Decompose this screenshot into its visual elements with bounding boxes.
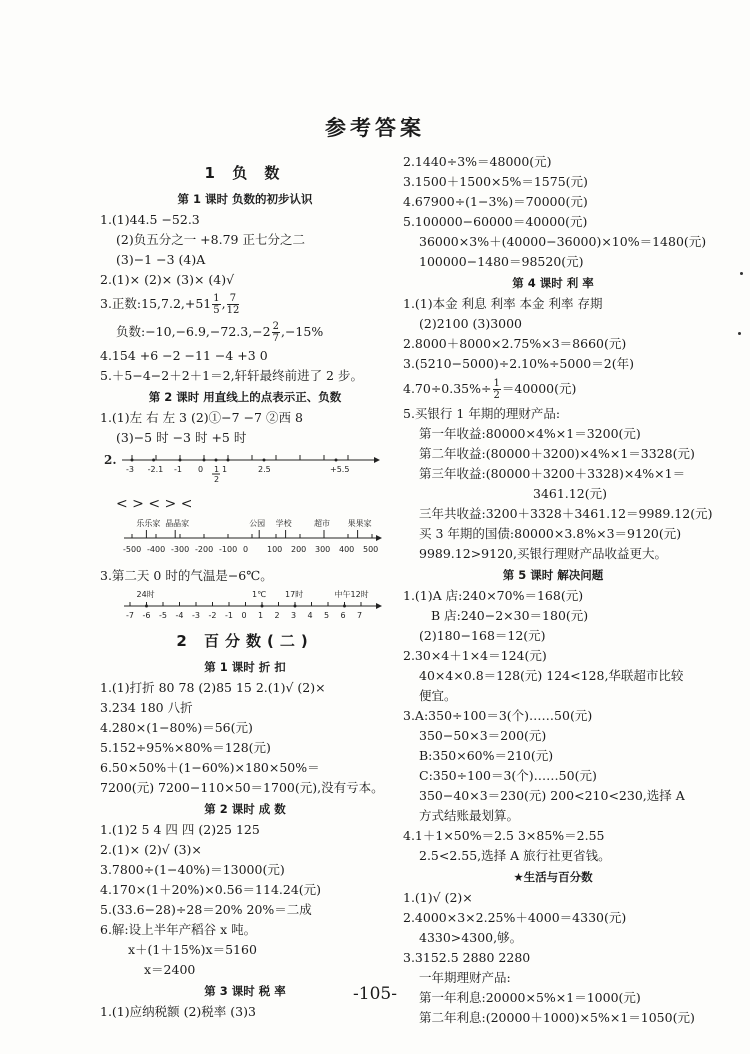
- answer-line: 1.(1)A 店:240×70%＝168(元): [403, 588, 584, 603]
- place-label: 晶晶家: [165, 519, 190, 528]
- tick-label: 1: [258, 611, 264, 620]
- point: [227, 459, 230, 462]
- lesson-heading: 第 3 课时 税 率: [204, 984, 286, 998]
- point-label: 24时: [136, 590, 155, 599]
- tick-label: 5: [324, 611, 330, 620]
- tick-label: -3: [126, 465, 134, 474]
- answer-line: 4.67900÷(1−3%)＝70000(元): [403, 194, 588, 209]
- answer-line: 2.8000＋8000×2.75%×3＝8660(元): [403, 336, 627, 351]
- fraction-denominator: 2: [493, 390, 500, 401]
- answer-line: 4.170×(1＋20%)×0.56＝114.24(元): [100, 882, 322, 897]
- answer-line: C:350÷100＝3(个)……50(元): [419, 768, 597, 783]
- answer-line: x＝2400: [144, 962, 196, 977]
- answer-text: ,−15%: [280, 324, 324, 339]
- answer-line: (2)2100 (3)3000: [419, 316, 523, 331]
- point-label: 17时: [285, 590, 304, 599]
- answer-line: 2.1440÷3%＝48000(元): [403, 154, 552, 169]
- answer-line: 3461.12(元): [533, 486, 607, 501]
- tick-label: 2: [214, 475, 220, 484]
- answer-text: ＝40000(元): [501, 381, 577, 396]
- page-title: 参考答案: [325, 116, 425, 140]
- tick-label: 300: [315, 545, 331, 554]
- tick-label: -1: [174, 465, 182, 474]
- point: [179, 459, 182, 462]
- answer-line: 350−50×3＝200(元): [419, 728, 547, 743]
- answer-text: 负数:−10,−6.9,−72.3,−2: [116, 324, 271, 339]
- answer-line: 一年期理财产品:: [419, 970, 511, 985]
- point-label: 中午12时: [334, 590, 369, 599]
- answer-line: B 店:240−2×30＝180(元): [431, 608, 589, 623]
- fraction: [227, 293, 240, 316]
- tick-label: 200: [291, 545, 307, 554]
- fraction-numerator: 1: [493, 378, 500, 389]
- answer-line: (2)180−168＝12(元): [419, 628, 546, 643]
- point: [343, 605, 346, 608]
- tick-label: 1: [222, 465, 228, 474]
- answer-line: 9989.12>9120,买银行理财产品收益更大。: [419, 546, 667, 561]
- mixed-whole: 1: [203, 296, 212, 311]
- answer-line: 1.(1)左 右 左 3 (2)①−7 −7 ②西 8: [100, 410, 303, 425]
- answer-line: 1.(1)打折 80 78 (2)85 15 2.(1)√ (2)×: [100, 680, 326, 695]
- point: [131, 459, 134, 462]
- point: [203, 459, 206, 462]
- tick-label: -4: [175, 611, 184, 620]
- tick-label: -300: [171, 545, 190, 554]
- tick-label: -3: [192, 611, 200, 620]
- answer-line: 三年共收益:3200＋3328＋3461.12＝9989.12(元): [419, 506, 713, 521]
- lesson-heading: 第 5 课时 解决问题: [502, 568, 604, 582]
- tick-label: -7: [126, 611, 134, 620]
- tick-label: 1: [214, 465, 220, 474]
- answer-line: 3.A:350÷100＝3(个)……50(元): [403, 708, 593, 723]
- answer-line: 2.5<2.55,选择 A 旅行社更省钱。: [419, 848, 611, 863]
- point-label: 1℃: [252, 590, 267, 599]
- answer-line: 36000×3%＋(40000−36000)×10%＝1480(元): [419, 234, 707, 249]
- answer-line: 5.买银行 1 年期的理财产品:: [403, 406, 561, 421]
- point: [261, 605, 264, 608]
- place-label: 学校: [275, 519, 292, 528]
- answer-line: 第三年收益:(80000＋3200＋3328)×4%×1＝: [419, 466, 686, 481]
- answer-line: 1.(1)应纳税额 (2)税率 (3)3: [100, 1004, 256, 1019]
- comparison-answers: < > < > <: [116, 496, 193, 512]
- page-number: -105-: [353, 984, 397, 1004]
- answer-line: x＋(1＋15%)x＝5160: [128, 942, 257, 957]
- fraction-numerator: 2: [272, 321, 279, 332]
- answer-line: 买 3 年期的国债:80000×3.8%×3＝9120(元): [419, 526, 682, 541]
- fraction-numerator: 7: [227, 293, 240, 305]
- tick-label: 0: [243, 545, 249, 554]
- place-label: 果果家: [347, 519, 372, 528]
- answer-line: 6.解:设上半年产稻谷 x 吨。: [100, 922, 257, 937]
- answer-line: 3.234 180 八折: [100, 700, 193, 715]
- question-number: 2.: [104, 453, 117, 467]
- answer-line: (2)负五分之一 +8.79 正七分之二: [116, 232, 305, 247]
- tick-label: -5: [159, 611, 167, 620]
- lesson-heading: 第 1 课时 负数的初步认识: [177, 192, 313, 206]
- answer-line: 第一年利息:20000×5%×1＝1000(元): [419, 990, 641, 1005]
- answer-line: 2.30×4＋1×4＝124(元): [403, 648, 547, 663]
- answer-line: 350−40×3＝230(元) 200<210<230,选择 A: [419, 788, 685, 803]
- tick-label: -200: [195, 545, 214, 554]
- tick-label: +5.5: [330, 465, 350, 474]
- chapter-heading: 2 百分数(二): [176, 632, 314, 650]
- tick-label: 4: [307, 611, 313, 620]
- answer-line: 1.(1)√ (2)×: [403, 890, 473, 905]
- answer-line: B:350×60%＝210(元): [419, 748, 554, 763]
- answer-line: 第一年收益:80000×4%×1＝3200(元): [419, 426, 641, 441]
- answer-line: 1.(1)本金 利息 利率 本金 利率 存期: [403, 296, 603, 311]
- tick-label: -100: [219, 545, 238, 554]
- answer-line: 4.1＋1×50%＝2.5 3×85%＝2.55: [403, 828, 605, 843]
- number-line-1: [104, 450, 384, 490]
- answer-line: 4.154 +6 −2 −11 −4 +3 0: [100, 348, 268, 363]
- answer-line: 4.280×(1−80%)＝56(元): [100, 720, 253, 735]
- tick-label: 2: [274, 611, 280, 620]
- lesson-heading: 第 2 课时 成 数: [204, 802, 286, 816]
- place-label: 公园: [249, 519, 266, 528]
- tick-label: -6: [142, 611, 151, 620]
- fraction-denominator: 7: [272, 333, 279, 344]
- tick-label: -1: [225, 611, 233, 620]
- lesson-heading: 第 2 课时 用直线上的点表示正、负数: [148, 390, 342, 404]
- left-column: [100, 158, 390, 1022]
- place-label: 乐乐家: [136, 519, 161, 528]
- right-column: [403, 152, 713, 1028]
- fraction: [493, 378, 501, 401]
- answer-line: 5.152÷95%×80%＝128(元): [100, 740, 271, 755]
- fraction: [272, 321, 280, 344]
- tick-label: 2.5: [258, 465, 271, 474]
- answer-line: 2.(1)× (2)× (3)× (4)√: [100, 272, 235, 287]
- answer-line: 第二年收益:(80000＋3200)×4%×1＝3328(元): [419, 446, 695, 461]
- answer-line: 2.4000×3×2.25%＋4000＝4330(元): [403, 910, 627, 925]
- answer-line: 5.100000−60000＝40000(元): [403, 214, 588, 229]
- chapter-heading: 1 负 数: [204, 164, 286, 182]
- answer-line: 3.3152.5 2880 2280: [403, 950, 531, 965]
- answer-line: 5.(33.6−28)÷28＝20% 20%＝二成: [100, 902, 312, 917]
- tick-label: 6: [340, 611, 346, 620]
- tick-label: 100: [267, 545, 283, 554]
- number-line-2: [104, 516, 384, 562]
- answer-line: 方式结账最划算。: [419, 808, 520, 823]
- tick-label: 400: [339, 545, 355, 554]
- answer-line: 100000−1480＝98520(元): [419, 254, 584, 269]
- point: [152, 459, 155, 462]
- answer-line: 第二年利息:(20000＋1000)×5%×1＝1050(元): [419, 1010, 695, 1025]
- point: [215, 459, 218, 462]
- answer-text: 3.正数:15,7.2,+5: [100, 296, 204, 311]
- answer-line: 7200(元) 7200−110×50＝1700(元),没有亏本。: [100, 780, 384, 795]
- answer-line-fractions: 3.正数:15,7.2,+51 $\frac{1}{5}$ , $\frac{7}{12}$: [100, 293, 240, 316]
- tick-label: -500: [123, 545, 142, 554]
- fraction-denominator: 5: [213, 305, 220, 316]
- answer-line: 1.(1)2 5 4 四 四 (2)25 125: [100, 822, 260, 837]
- tick-label: 500: [363, 545, 379, 554]
- lesson-heading: 第 4 课时 利 率: [512, 276, 594, 290]
- number-line-3: [104, 588, 384, 624]
- answer-line-fractions: [100, 318, 390, 346]
- lesson-heading: 第 1 课时 折 扣: [204, 660, 286, 674]
- tick-label: 7: [357, 611, 363, 620]
- answer-line: 3.(5210−5000)÷2.10%÷5000＝2(年): [403, 356, 634, 371]
- answer-line: 2.(1)× (2)√ (3)×: [100, 842, 202, 857]
- answer-line: (3)−1 −3 (4)A: [116, 252, 206, 267]
- margin-mark: [738, 332, 741, 335]
- tick-label: -2: [208, 611, 217, 620]
- fraction: [212, 293, 220, 316]
- answer-line-fraction: [403, 374, 703, 404]
- tick-label: 0: [198, 465, 204, 474]
- point: [145, 605, 148, 608]
- margin-mark: [740, 272, 743, 275]
- tick-label: 3: [291, 611, 297, 620]
- answer-text: 4.70÷0.35%÷: [403, 381, 492, 396]
- fraction-numerator: 1: [213, 293, 220, 304]
- answer-line: 5.＋5−4−2＋2＋1＝2,轩轩最终前进了 2 步。: [100, 368, 363, 383]
- answer-line: 40×4×0.8＝128(元) 124<128,华联超市比较: [419, 668, 684, 683]
- tick-label: 0: [241, 611, 247, 620]
- answer-line: 便宜。: [419, 688, 457, 703]
- point: [263, 459, 266, 462]
- answer-line: 4330>4300,够。: [419, 930, 523, 945]
- answer-line: 6.50×50%＋(1−60%)×180×50%＝: [100, 760, 320, 775]
- answer-line: 3.1500＋1500×5%＝1575(元): [403, 174, 588, 189]
- point: [294, 605, 297, 608]
- answer-line: (3)−5 时 −3 时 +5 时: [116, 430, 247, 445]
- place-label: 超市: [314, 519, 330, 528]
- tick-label: -400: [147, 545, 166, 554]
- fraction-denominator: 12: [226, 305, 240, 316]
- tick-label: -2.1: [147, 465, 164, 474]
- point: [335, 459, 338, 462]
- answer-line: 3.7800÷(1−40%)＝13000(元): [100, 862, 285, 877]
- answer-line: 1.(1)44.5 −52.3: [100, 212, 200, 227]
- lesson-heading: ★生活与百分数: [513, 870, 593, 884]
- answer-line: 3.第二天 0 时的气温是−6℃。: [100, 568, 273, 583]
